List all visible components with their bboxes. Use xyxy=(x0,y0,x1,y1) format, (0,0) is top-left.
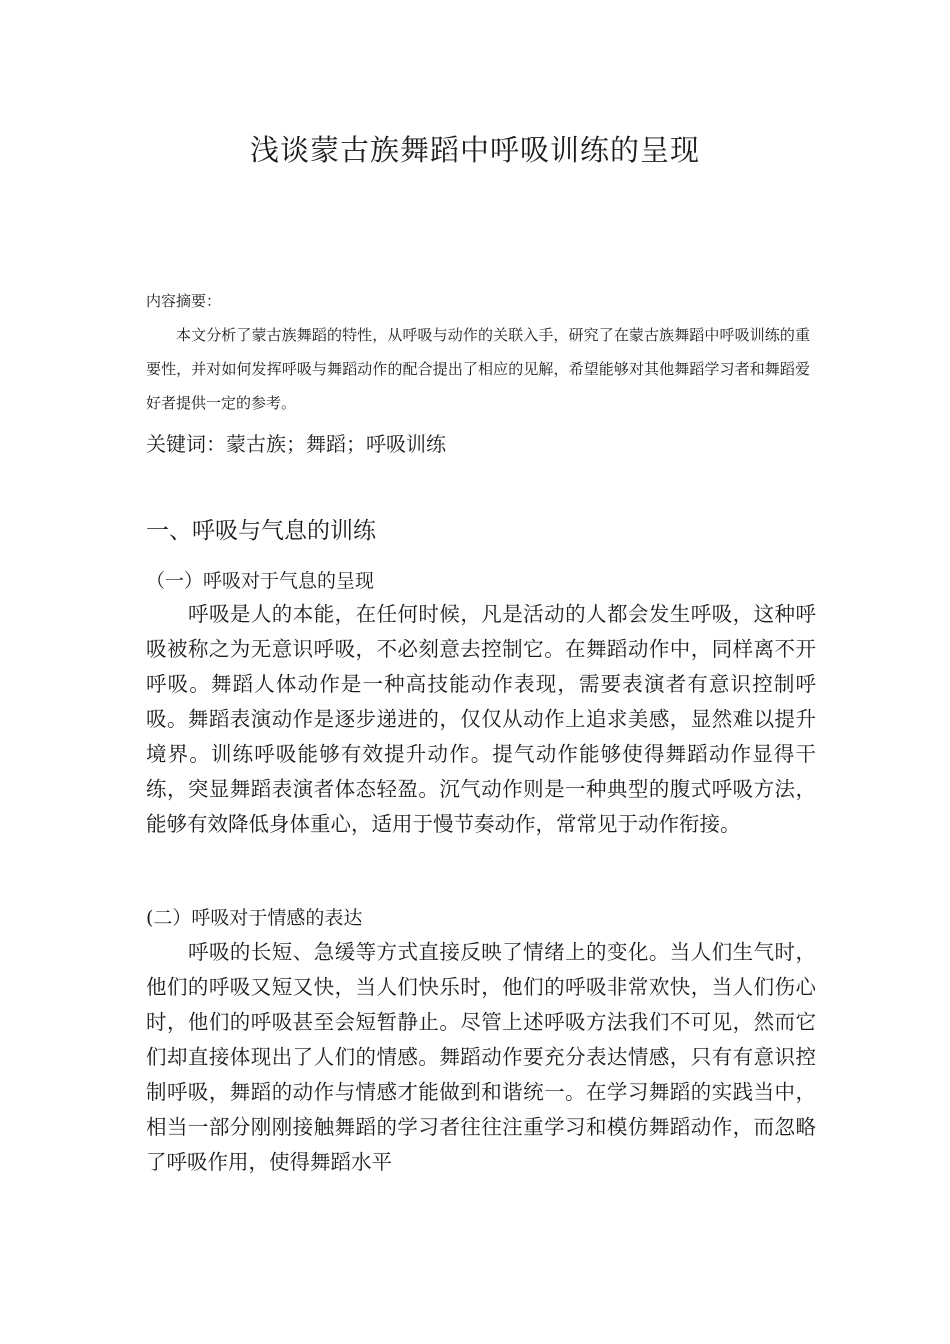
document-title: 浅谈蒙古族舞蹈中呼吸训练的呈现 xyxy=(249,133,700,167)
keywords-line: 关键词：蒙古族；舞蹈；呼吸训练 xyxy=(146,432,446,456)
subsection-heading-1: （一）呼吸对于气息的呈现 xyxy=(146,570,375,592)
subsection-heading-2: (二）呼吸对于情感的表达 xyxy=(146,907,363,929)
abstract-text: 本文分析了蒙古族舞蹈的特性，从呼吸与动作的关联入手，研究了在蒙古族舞蹈中呼吸训练的重要性，并对如何发挥呼吸与舞蹈动作的配合提出了相应的见解，希望能够对其他舞蹈学习者和舞蹈爱好者提供一定的参考。 xyxy=(146,326,810,412)
body-paragraph-2: 呼吸的长短、急缓等方式直接反映了情绪上的变化。当人们生气时，他们的呼吸又短又快，当人们快乐时，他们的呼吸非常欢快，当人们伤心时，他们的呼吸甚至会短暂静止。尽管上述呼吸方法我们不可见，然而它们却直接体现出了人们的情感。舞蹈动作要充分表达情感，只有有意识控制呼吸，舞蹈的动作与情感才能做到和谐统一。在学习舞蹈的实践当中，相当一部分刚刚接触舞蹈的学习者往往注重学习和模仿舞蹈动作，而忽略了呼吸作用，使得舞蹈水平 xyxy=(146,940,816,1174)
section-heading: 一、呼吸与气息的训练 xyxy=(146,518,376,544)
body-paragraph-1: 呼吸是人的本能，在任何时候，凡是活动的人都会发生呼吸，这种呼吸被称之为无意识呼吸，不必刻意去控制它。在舞蹈动作中，同样离不开呼吸。舞蹈人体动作是一种高技能动作表现，需要表演者有意识控制呼吸。舞蹈表演动作是逐步递进的，仅仅从动作上追求美感，显然难以提升境界。训练呼吸能够有效提升动作。提气动作能够使得舞蹈动作显得干练，突显舞蹈表演者体态轻盈。沉气动作则是一种典型的腹式呼吸方法，能够有效降低身体重心，适用于慢节奏动作，常常见于动作衔接。 xyxy=(146,602,816,836)
abstract-label: 内容摘要： xyxy=(146,292,222,310)
